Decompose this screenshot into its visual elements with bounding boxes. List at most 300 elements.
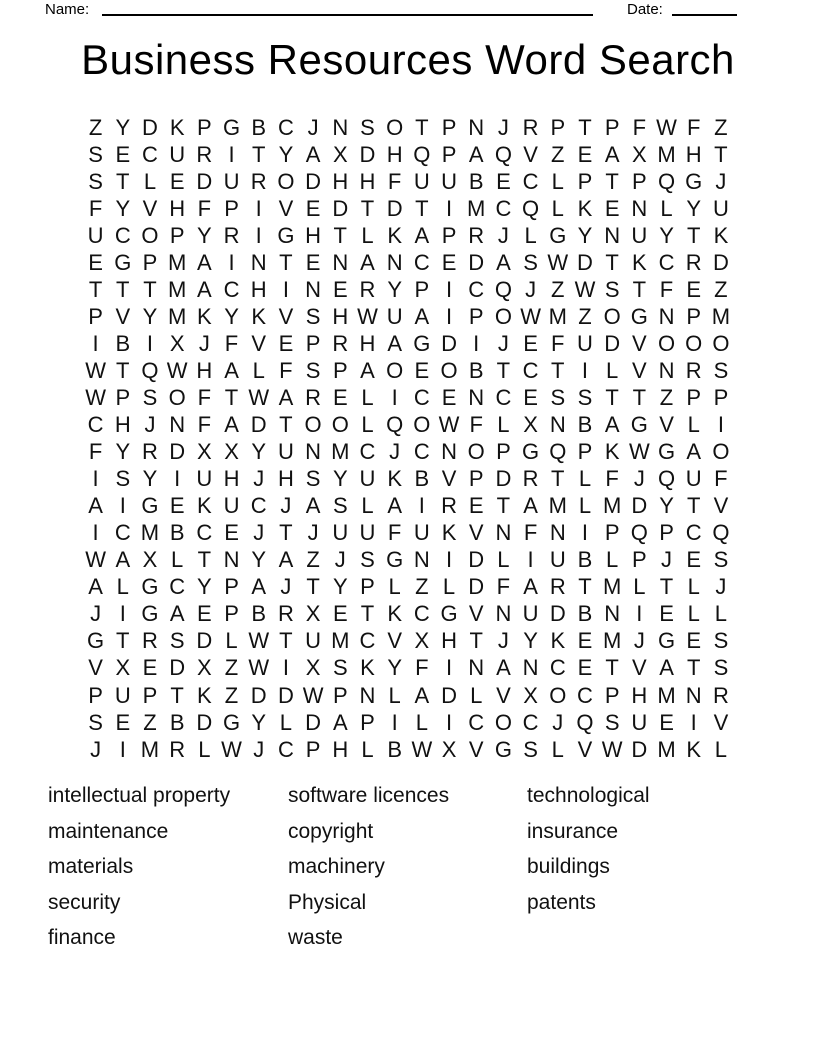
grid-letter: M (167, 303, 187, 329)
grid-letter: L (551, 195, 564, 221)
grid-letter: P (604, 520, 620, 546)
grid-letter: J (90, 601, 102, 627)
grid-letter: F (279, 357, 293, 383)
grid-letter: P (441, 114, 457, 140)
grid-letter: Q (712, 520, 730, 546)
grid-letter: N (169, 412, 186, 438)
grid-letter: I (445, 547, 453, 573)
grid-letter: K (604, 439, 620, 465)
grid-letter: V (387, 628, 402, 654)
grid-letter: C (468, 709, 485, 735)
grid-letter: B (468, 168, 484, 194)
grid-letter: O (277, 168, 295, 194)
grid-letter: K (550, 628, 566, 654)
grid-letter: G (494, 736, 512, 762)
grid-letter: H (332, 736, 349, 762)
grid-letter: I (119, 493, 126, 519)
grid-letter: T (578, 114, 592, 140)
grid-letter: L (687, 574, 700, 600)
grid-letter: L (470, 682, 483, 708)
grid-letter: S (169, 628, 185, 654)
grid-letter: H (332, 168, 349, 194)
grid-letter: P (360, 574, 375, 600)
grid-letter: O (467, 439, 485, 465)
grid-letter: U (577, 330, 593, 356)
grid-letter: A (88, 493, 103, 519)
grid-letter: U (305, 628, 322, 654)
grid-letter: A (686, 439, 702, 465)
grid-letter: T (333, 222, 347, 248)
grid-letter: P (142, 682, 158, 708)
grid-letter: I (445, 195, 453, 221)
grid-letter: I (119, 601, 126, 627)
grid-letter: S (713, 357, 729, 383)
grid-letter: L (388, 682, 401, 708)
grid-letter: G (657, 439, 676, 465)
word-list-item: patents (527, 890, 596, 914)
grid-letter: S (332, 655, 348, 681)
grid-letter: V (115, 303, 131, 329)
grid-letter: U (549, 547, 566, 573)
grid-letter: A (197, 276, 212, 302)
grid-letter: S (713, 547, 729, 573)
grid-letter: Y (251, 439, 267, 465)
grid-letter: L (578, 466, 592, 492)
grid-letter: C (413, 439, 430, 465)
grid-letter: B (251, 601, 267, 627)
grid-letter: K (197, 682, 212, 708)
grid-letter: V (468, 736, 484, 762)
grid-letter: A (115, 547, 131, 573)
grid-letter: K (197, 493, 212, 519)
grid-letter: K (387, 601, 402, 627)
grid-letter: O (141, 222, 159, 248)
grid-letter: R (549, 574, 566, 600)
grid-letter: P (115, 384, 131, 410)
word-list-item: copyright (288, 819, 374, 843)
grid-letter: X (169, 330, 185, 356)
grid-letter: N (441, 439, 457, 465)
grid-letter: J (334, 547, 346, 573)
grid-letter: K (197, 303, 212, 329)
grid-letter: P (686, 384, 702, 410)
grid-letter: V (577, 736, 593, 762)
grid-letter: U (223, 168, 240, 194)
grid-letter: K (577, 195, 593, 221)
grid-letter: Z (224, 655, 239, 681)
grid-letter: N (604, 601, 621, 627)
grid-letter: C (196, 520, 213, 546)
grid-letter: C (495, 384, 512, 410)
grid-letter: J (144, 412, 156, 438)
grid-letter: T (551, 357, 565, 383)
grid-letter: N (658, 303, 675, 329)
grid-letter: E (468, 493, 484, 519)
grid-letter: A (360, 357, 375, 383)
grid-letter: R (332, 330, 349, 356)
grid-letter: Q (549, 439, 567, 465)
grid-letter: Z (306, 547, 320, 573)
grid-letter: B (577, 601, 593, 627)
grid-letter: L (714, 601, 728, 627)
grid-letter: L (252, 357, 265, 383)
header (0, 0, 816, 24)
grid-letter: T (88, 276, 103, 302)
grid-letter: U (386, 303, 403, 329)
grid-letter: C (114, 222, 131, 248)
grid-letter: Q (657, 168, 676, 194)
grid-letter: I (282, 655, 289, 681)
grid-letter: B (468, 357, 484, 383)
grid-letter: A (496, 249, 511, 275)
grid-letter: R (522, 466, 539, 492)
grid-letter: Y (332, 466, 348, 492)
grid-letter: F (197, 384, 212, 410)
grid-letter: H (250, 276, 267, 302)
grid-letter: B (577, 412, 593, 438)
grid-letter: D (196, 709, 213, 735)
grid-letter: G (549, 222, 567, 248)
grid-letter: V (632, 655, 647, 681)
grid-letter: I (391, 384, 398, 410)
grid-letter: E (659, 601, 674, 627)
grid-letter: Q (494, 141, 512, 167)
grid-letter: D (631, 493, 648, 519)
grid-letter: K (387, 222, 402, 248)
grid-letter: K (360, 655, 375, 681)
grid-letter: U (87, 222, 104, 248)
grid-letter: W (411, 736, 433, 762)
grid-letter: E (686, 276, 702, 302)
grid-letter: P (305, 736, 321, 762)
grid-letter: P (468, 303, 484, 329)
grid-letter: F (686, 114, 701, 140)
grid-letter: N (305, 439, 322, 465)
grid-letter: P (604, 114, 620, 140)
grid-letter: U (277, 439, 294, 465)
word-list-item: software licences (288, 784, 450, 807)
word-list-item: security (48, 890, 121, 914)
grid-letter: F (88, 195, 103, 221)
grid-letter: W (248, 628, 270, 654)
grid-letter: R (305, 384, 322, 410)
grid-letter: A (88, 574, 103, 600)
grid-letter: D (549, 601, 566, 627)
grid-letter: G (630, 412, 648, 438)
grid-letter: D (468, 574, 485, 600)
grid-letter: J (253, 736, 265, 762)
grid-letter: T (279, 520, 293, 546)
grid-letter: W (85, 384, 106, 410)
grid-letter: X (414, 628, 430, 654)
grid-letter: D (142, 114, 158, 140)
grid-letter: D (196, 628, 213, 654)
grid-letter: P (197, 114, 212, 140)
grid-letter: H (114, 412, 131, 438)
grid-letter: G (630, 303, 648, 329)
grid-letter: S (604, 276, 620, 302)
grid-letter: J (633, 628, 645, 654)
grid-letter: D (250, 682, 267, 708)
grid-letter: N (468, 384, 485, 410)
grid-letter: F (387, 520, 402, 546)
grid-letter: D (441, 330, 457, 356)
grid-letter: L (116, 574, 129, 600)
grid-letter: W (520, 303, 541, 329)
grid-letter: X (305, 601, 321, 627)
grid-letter: Y (332, 574, 348, 600)
grid-letter: U (223, 493, 240, 519)
grid-letter: Y (142, 303, 158, 329)
grid-letter: F (659, 276, 674, 302)
grid-letter: K (632, 249, 647, 275)
grid-letter: R (142, 439, 158, 465)
grid-letter: J (497, 222, 509, 248)
grid-letter: C (413, 249, 430, 275)
grid-letter: R (196, 141, 213, 167)
grid-letter: Q (630, 520, 648, 546)
grid-letter: O (657, 330, 676, 356)
grid-letter: F (605, 466, 619, 492)
grid-letter: Y (523, 628, 538, 654)
grid-letter: J (661, 547, 673, 573)
grid-letter: C (522, 709, 539, 735)
grid-letter: A (278, 547, 294, 573)
grid-letter: N (631, 195, 648, 221)
grid-letter: L (388, 574, 401, 600)
grid-letter: S (713, 628, 729, 654)
grid-letter: T (279, 628, 293, 654)
grid-letter: S (523, 736, 538, 762)
grid-letter: C (495, 195, 512, 221)
grid-letter: C (468, 276, 485, 302)
grid-letter: I (282, 276, 289, 302)
grid-letter: I (690, 709, 697, 735)
grid-letter: E (305, 249, 321, 275)
grid-letter: T (659, 574, 674, 600)
page-title: Business Resources Word Search (81, 36, 735, 83)
grid-letter: W (85, 547, 106, 573)
grid-letter: K (251, 303, 267, 329)
grid-letter: P (224, 601, 239, 627)
grid-letter: E (115, 709, 131, 735)
grid-letter: E (441, 384, 457, 410)
grid-letter: P (550, 114, 566, 140)
grid-letter: E (197, 601, 212, 627)
grid-letter: A (197, 249, 212, 275)
grid-letter: D (604, 330, 621, 356)
grid-letter: A (414, 682, 430, 708)
grid-letter: C (413, 384, 430, 410)
grid-letter: Y (224, 303, 239, 329)
grid-letter: I (255, 222, 262, 248)
grid-letter: M (331, 439, 350, 465)
grid-letter: I (527, 547, 534, 573)
grid-letter: O (685, 330, 703, 356)
grid-letter: Y (577, 222, 593, 248)
grid-letter: T (306, 574, 320, 600)
grid-letter: A (224, 412, 239, 438)
grid-letter: J (307, 114, 319, 140)
grid-letter: H (631, 682, 648, 708)
grid-letter: G (685, 168, 703, 194)
name-blank-line (102, 0, 593, 16)
grid-letter: E (169, 493, 185, 519)
grid-letter: W (248, 384, 270, 410)
grid-letter: E (686, 547, 702, 573)
grid-letter: E (332, 276, 348, 302)
grid-letter: A (278, 384, 294, 410)
grid-letter: L (279, 709, 293, 735)
grid-letter: Y (278, 141, 294, 167)
grid-letter: H (359, 330, 376, 356)
grid-letter: A (414, 303, 430, 329)
grid-letter: M (657, 141, 676, 167)
word-list-item: technological (527, 784, 650, 807)
grid-letter: S (88, 168, 103, 194)
grid-letter: Y (686, 195, 702, 221)
grid-letter: E (278, 330, 294, 356)
grid-letter: N (495, 601, 512, 627)
grid-letter: J (307, 520, 319, 546)
date-blank-line (672, 0, 737, 16)
grid-letter: X (632, 141, 647, 167)
grid-letter: T (224, 384, 239, 410)
grid-letter: P (686, 303, 702, 329)
grid-letter: J (280, 574, 292, 600)
grid-letter: L (687, 601, 700, 627)
grid-letter: F (714, 466, 728, 492)
grid-letter: Y (387, 276, 402, 302)
grid-letter: O (331, 412, 349, 438)
grid-letter: S (332, 493, 348, 519)
grid-letter: N (332, 249, 349, 275)
grid-letter: V (659, 412, 674, 438)
grid-letter: S (360, 547, 375, 573)
grid-letter: I (445, 655, 453, 681)
grid-letter: I (228, 249, 235, 275)
grid-letter: C (577, 682, 593, 708)
grid-letter: V (523, 141, 538, 167)
grid-letter: H (169, 195, 186, 221)
grid-letter: M (140, 736, 160, 762)
grid-letter: A (523, 574, 538, 600)
grid-letter: B (577, 547, 593, 573)
grid-letter: M (331, 628, 350, 654)
grid-letter: X (523, 412, 538, 438)
word-list-item: materials (48, 855, 134, 878)
grid-letter: O (440, 357, 458, 383)
grid-letter: N (223, 547, 240, 573)
grid-letter: I (636, 601, 643, 627)
grid-letter: D (386, 195, 403, 221)
grid-letter: N (658, 357, 675, 383)
grid-letter: R (142, 628, 158, 654)
grid-letter: V (632, 330, 647, 356)
grid-letter: F (551, 330, 565, 356)
grid-letter: D (169, 655, 186, 681)
grid-letter: H (386, 141, 403, 167)
grid-letter: E (169, 168, 185, 194)
word-list-item: waste (288, 926, 343, 949)
grid-letter: V (632, 357, 647, 383)
grid-letter: D (359, 141, 376, 167)
grid-letter: D (277, 682, 294, 708)
grid-letter: C (413, 601, 430, 627)
grid-letter: C (522, 168, 539, 194)
grid-letter: O (304, 412, 322, 438)
grid-letter: T (360, 195, 375, 221)
grid-letter: D (495, 466, 512, 492)
grid-letter: M (602, 628, 622, 654)
grid-letter: Z (551, 276, 565, 302)
grid-letter: D (712, 249, 729, 275)
grid-letter: Y (115, 439, 131, 465)
grid-letter: F (224, 330, 239, 356)
grid-letter: L (198, 736, 211, 762)
grid-letter: I (717, 412, 724, 438)
grid-letter: Y (115, 114, 131, 140)
grid-letter: U (196, 466, 213, 492)
grid-letter: U (631, 709, 648, 735)
grid-letter: U (114, 682, 131, 708)
grid-letter: U (413, 520, 430, 546)
grid-letter: I (228, 141, 235, 167)
grid-letter: S (577, 384, 593, 410)
date-label: Date: (627, 1, 663, 18)
grid-letter: I (92, 466, 99, 492)
grid-letter: E (577, 628, 593, 654)
grid-letter: I (473, 330, 480, 356)
grid-letter: D (196, 168, 213, 194)
grid-letter: F (496, 574, 511, 600)
grid-letter: S (115, 466, 131, 492)
word-list-item: Physical (288, 890, 367, 914)
grid-letter: R (250, 168, 267, 194)
grid-letter: Z (714, 276, 728, 302)
grid-letter: C (250, 493, 267, 519)
grid-letter: B (169, 709, 185, 735)
grid-letter: Z (224, 682, 239, 708)
grid-letter: F (387, 168, 402, 194)
grid-letter: Y (197, 574, 212, 600)
grid-letter: T (279, 249, 293, 275)
grid-letter: L (524, 222, 537, 248)
grid-letter: L (714, 736, 728, 762)
grid-letter: B (251, 114, 267, 140)
grid-letter: D (305, 709, 322, 735)
grid-letter: L (660, 195, 673, 221)
grid-letter: N (522, 655, 539, 681)
grid-letter: L (143, 168, 157, 194)
grid-letter: A (414, 222, 430, 248)
word-list-item: buildings (527, 855, 610, 878)
grid-letter: C (549, 655, 566, 681)
grid-letter: P (468, 466, 484, 492)
grid-letter: U (712, 195, 729, 221)
grid-letter: P (632, 547, 647, 573)
word-list-column (288, 778, 449, 956)
grid-letter: H (196, 357, 213, 383)
grid-letter: Z (88, 114, 103, 140)
grid-letter: F (415, 655, 429, 681)
grid-letter: P (414, 276, 430, 302)
grid-letter: L (551, 168, 564, 194)
grid-letter: J (198, 330, 210, 356)
grid-letter: U (359, 466, 376, 492)
grid-letter: V (142, 195, 158, 221)
grid-letter: G (141, 493, 159, 519)
